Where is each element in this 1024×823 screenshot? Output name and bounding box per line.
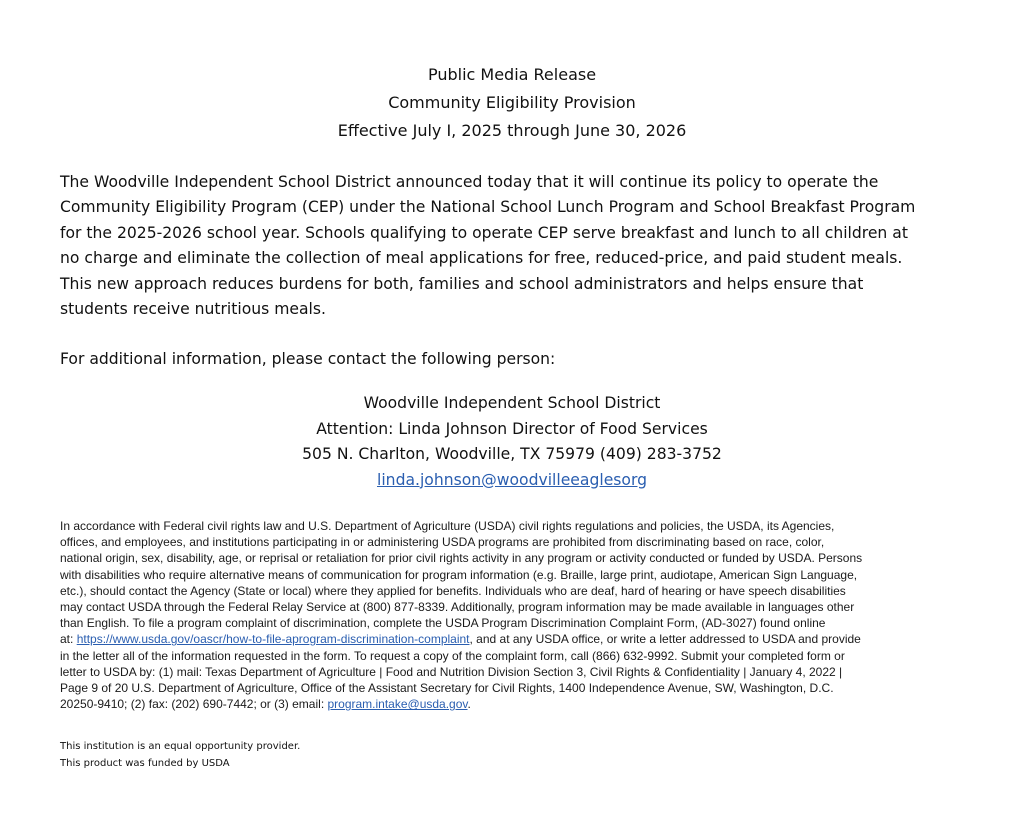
announcement-line: no charge and eliminate the collection of meal applications for free, reduced-price, and paid student meals.	[60, 249, 903, 268]
contact-email-link[interactable]: linda.johnson@woodvilleeaglesorg	[377, 470, 647, 489]
contact-address: 505 N. Charlton, Woodville, TX 75979 (409) 283-3752	[302, 445, 722, 463]
legal-line	[60, 696, 960, 712]
legal-line: national origin, sex, disability, age, or reprisal or retaliation for prior civil rights activity in any program or activity conducted or funded by USDA. Persons	[60, 551, 863, 566]
legal-line: letter to USDA by: (1) mail: Texas Department of Agriculture | Food and Nutrition Division Section 3, Civil Rights & Confidentiality | January 4, 2022 |	[60, 664, 843, 679]
effective-dates: Effective July I, 2025 through June 30, 2026	[337, 121, 687, 140]
announcement-line: This new approach reduces burdens for both, families and school administrators and helps ensure that	[60, 274, 864, 293]
announcement-line: students receive nutritious meals.	[60, 300, 326, 319]
legal-line: In accordance with Federal civil rights law and U.S. Department of Agriculture (USDA) civil rights regulations and policies, the USDA, its Agencies,	[60, 519, 835, 533]
contact-organization: Woodville Independent School District	[363, 394, 661, 412]
legal-text: .	[467, 697, 471, 712]
legal-line: etc.), should contact the Agency (State or local) where they applied for benefits. Individuals who are deaf, hard of hearing or have speech disabilities	[60, 583, 846, 598]
intake-email-link[interactable]: program.intake@usda.gov	[327, 697, 468, 712]
release-subtitle: Community Eligibility Provision	[388, 93, 636, 112]
legal-line: with disabilities who require alternative means of communication for program information (e.g. Braille, large print, audiotape, American Sign Language,	[60, 567, 858, 582]
announcement-paragraph	[60, 170, 960, 322]
announcement-line: Community Eligibility Program (CEP) under the National School Lunch Program and School Breakfast Program	[60, 198, 916, 217]
legal-line: offices, and employees, and institutions participating in or administering USDA programs are prohibited from discriminating based on race, color,	[60, 535, 825, 550]
announcement-line: The Woodville Independent School District announced today that it will continue its policy to operate the	[60, 173, 879, 191]
legal-line	[60, 631, 960, 647]
contact-block	[0, 391, 1024, 493]
funding-note: This product was funded by USDA	[60, 758, 230, 769]
release-header	[0, 61, 1024, 145]
footer-notes	[60, 738, 300, 772]
nondiscrimination-statement	[60, 518, 960, 712]
legal-line: than English. To file a program complaint of discrimination, complete the USDA Program Discrimination Complaint Form, (AD-3027) found online	[60, 616, 826, 631]
legal-line: in the letter all of the information requested in the form. To request a copy of the complaint form, call (866) 632-9992. Submit your completed form or	[60, 648, 845, 663]
legal-text: at:	[60, 632, 77, 647]
contact-attention: Attention: Linda Johnson Director of Food Services	[316, 419, 708, 438]
legal-text: , and at any USDA office, or write a letter addressed to USDA and provide	[469, 632, 861, 647]
legal-text: 20250-9410; (2) fax: (202) 690-7442; or (3) email:	[60, 697, 328, 712]
contact-intro: For additional information, please contact the following person:	[60, 350, 556, 368]
legal-line: Page 9 of 20 U.S. Department of Agriculture, Office of the Assistant Secretary for Civil Rights, 1400 Independence Avenue, SW, Washington, D.C.	[60, 681, 834, 696]
complaint-form-link[interactable]: https://www.usda.gov/oascr/how-to-file-aprogram-discrimination-complaint	[76, 632, 470, 647]
legal-line: may contact USDA through the Federal Relay Service at (800) 877-8339. Additionally, program information may be made available in languages other	[60, 600, 855, 615]
equal-opportunity-note: This institution is an equal opportunity provider.	[60, 741, 301, 752]
announcement-line: for the 2025-2026 school year. Schools qualifying to operate CEP serve breakfast and lunch to all children at	[60, 223, 908, 242]
release-title: Public Media Release	[427, 65, 597, 84]
